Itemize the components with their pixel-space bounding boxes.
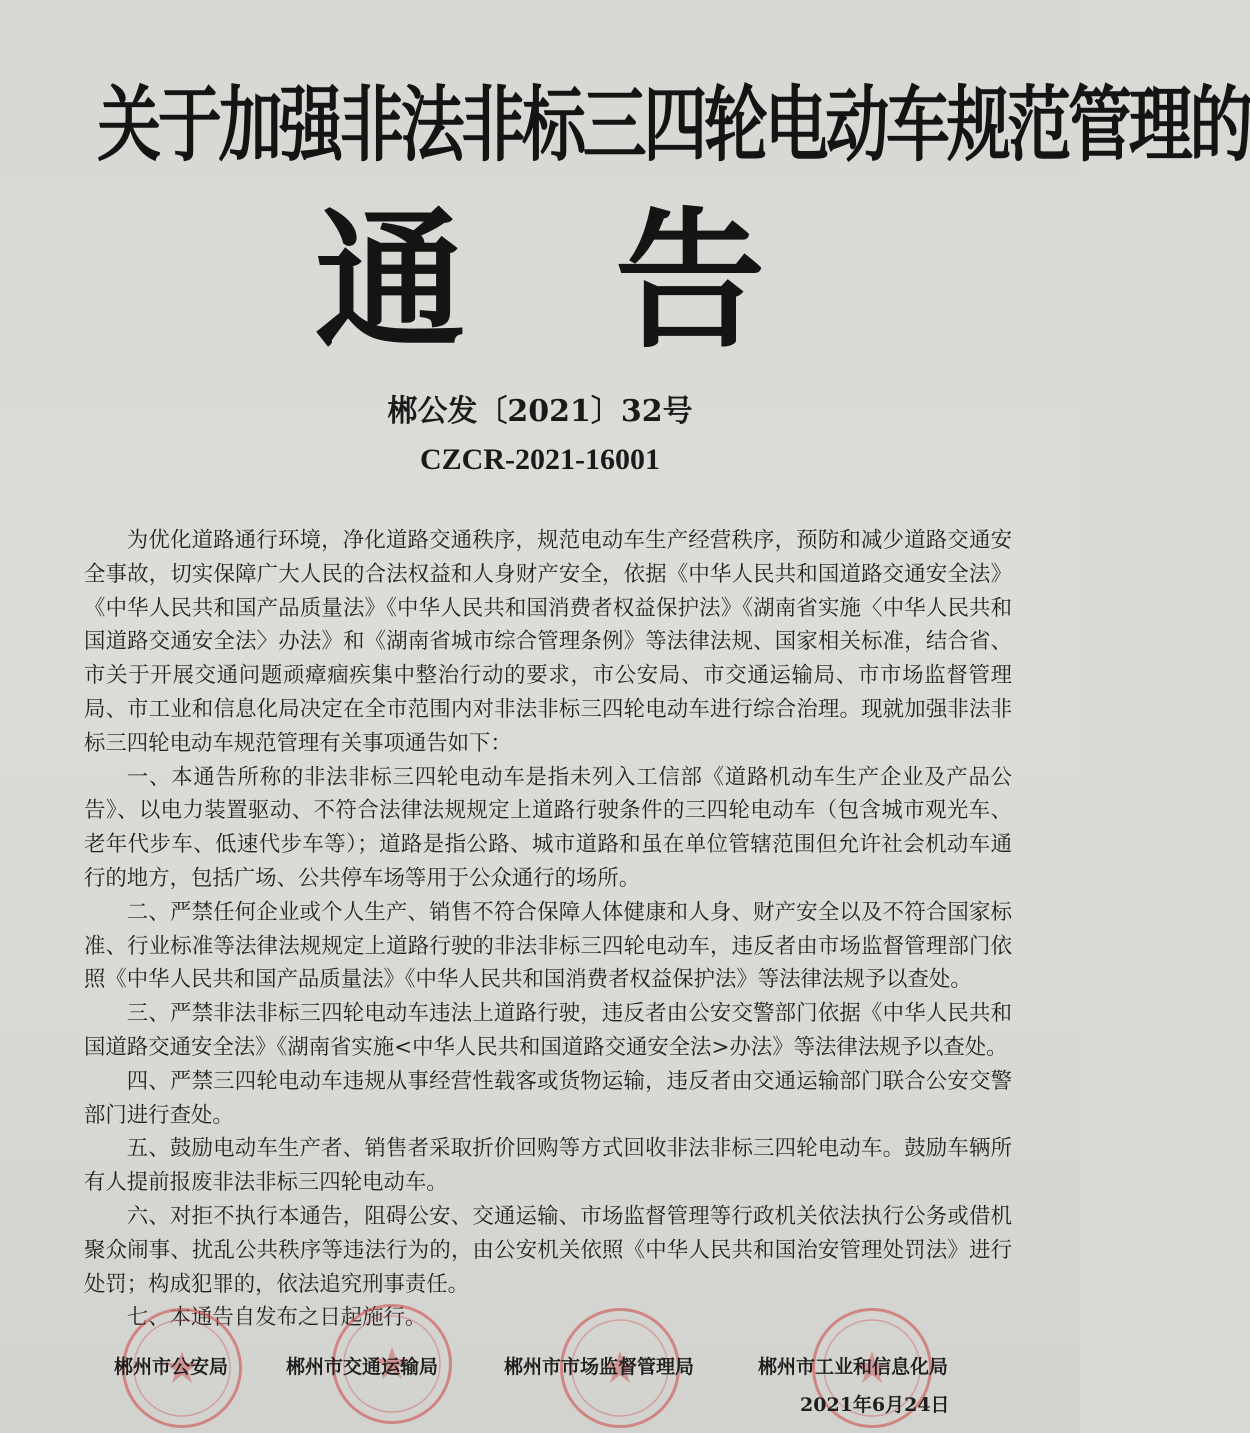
notice-heading: 通告 bbox=[314, 193, 915, 369]
document-title: 关于加强非法非标三四轮电动车规范管理的 bbox=[97, 77, 1250, 173]
document-body bbox=[84, 524, 1012, 1335]
signatory-market-supervision: 郴州市市场监督管理局 bbox=[504, 1356, 695, 1378]
document-code: CZCR-2021-16001 bbox=[420, 443, 660, 476]
signatory-industry-it: 郴州市工业和信息化局 bbox=[758, 1356, 949, 1378]
paragraph-intro: 为优化道路通行环境，净化道路交通秩序，规范电动车生产经营秩序，预防和减少道路交通安全事故，切实保障广大人民的合法权益和人身财产安全，依据《中华人民共和国道路交通安全法》《中华人民共和国产品质量法》《中华人民共和国消费者权益保护法》《湖南省实施〈中华人民共和国道路交通安全法〉办法》和《湖南省城市综合管理条例》等法律法规、国家相关标准，结合省、市关于开展交通问题顽瘴痼疾集中整治行动的要求，市公安局、市交通运输局、市市场监督管理局、市工业和信息化局决定在全市范围内对非法非标三四轮电动车进行综合治理。现就加强非法非标三四轮电动车规范管理有关事项通告如下： bbox=[84, 528, 1012, 756]
issue-date: 2021年6月24日 bbox=[800, 1394, 950, 1416]
document-number: 郴公发〔2021〕32号 bbox=[387, 394, 693, 429]
paragraph-7: 七、本通告自发布之日起施行。 bbox=[126, 1305, 427, 1331]
paragraph-3: 三、严禁非法非标三四轮电动车违法上道路行驶，违反者由公安交警部门依据《中华人民共和国道路交通安全法》《湖南省实施<中华人民共和国道路交通安全法>办法》等法律法规予以查处。 bbox=[84, 1001, 1012, 1060]
signatory-public-security: 郴州市公安局 bbox=[114, 1356, 229, 1378]
signatory-transport: 郴州市交通运输局 bbox=[286, 1356, 439, 1378]
paragraph-4: 四、严禁三四轮电动车违规从事经营性载客或货物运输，违反者由交通运输部门联合公安交警部门进行查处。 bbox=[84, 1068, 1012, 1128]
paragraph-6: 六、对拒不执行本通告，阻碍公安、交通运输、市场监督管理等行政机关依法执行公务或借机聚众闹事、扰乱公共秩序等违法行为的，由公安机关依照《中华人民共和国治安管理处罚法》进行处罚；构成犯罪的，依法追究刑事责任。 bbox=[84, 1203, 1012, 1297]
paragraph-1: 一、本通告所称的非法非标三四轮电动车是指未列入工信部《道路机动车生产企业及产品公告》、以电力装置驱动、不符合法律法规规定上道路行驶条件的三四轮电动车（包含城市观光车、老年代步车、低速代步车等）；道路是指公路、城市道路和虽在单位管辖范围但允许社会机动车通行的地方，包括广场、公共停车场等用于公众通行的场所。 bbox=[84, 764, 1012, 891]
paragraph-2: 二、严禁任何企业或个人生产、销售不符合保障人体健康和人身、财产安全以及不符合国家标准、行业标准等法律法规规定上道路行驶的非法非标三四轮电动车，违反者由市场监督管理部门依照《中华人民共和国产品质量法》《中华人民共和国消费者权益保护法》等法律法规予以查处。 bbox=[84, 899, 1012, 993]
paragraph-5: 五、鼓励电动车生产者、销售者采取折价回购等方式回收非法非标三四轮电动车。鼓励车辆所有人提前报废非法非标三四轮电动车。 bbox=[84, 1136, 1012, 1196]
